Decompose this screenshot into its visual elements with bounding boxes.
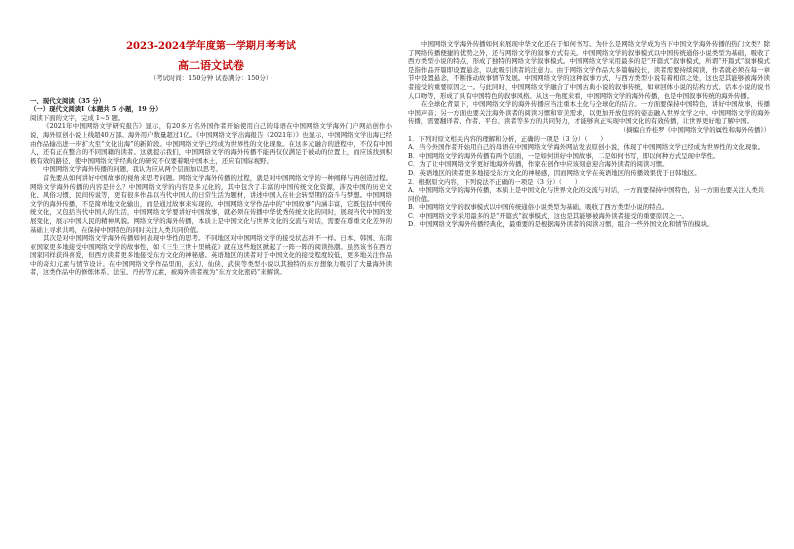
passage-source: （摘编自乔桂罗《中国网络文学的属性和海外传播》） <box>619 125 770 134</box>
passage-paragraph: 中国网络文学海外传播如何来展现中华文化还在于如何书写。为什么是网络文学成为当下中国文学海外传播的热门文类？除了网络传播便捷的优势之外，还与网络文学的叙事方式有关。中国网络文学的叙事模式以中国传统通俗小说类型为基础，吸收了西方类型小说的特点，形成了独特的网络文学叙事模式。中国网络文学采用最多的是“开篇式”叙事模式，所谓“开篇式”叙事模式是指作品开篇即设置悬念，以此吸引读者的注意力。由于网络文学作品大多篇幅较长，读者需要持续阅读，作者就必须在每一章节中设置悬念，不断推动故事情节发展。中国网络文学的这种叙事方式，与西方类型小说有着相似之处，这也是其能够被海外读者接受的重要原因之一。与此同时，中国网络文学融合了中国古典小说的叙事传统，如章回体小说的结构方式、话本小说的说书人口吻等，形成了具有中国特色的叙事风格。从这一角度来看，中国网络文学的海外传播，也是中国叙事传统的海外传播。 <box>408 40 770 100</box>
answer-option-a[interactable]: A．当今外国作者开始用自己的母语在中国网络文学海外网站发表原创小说，体现了中国网络文学已经成为世界性的文化现象。 <box>408 143 765 152</box>
passage-paragraph: 在全球化背景下，中国网络文学的海外传播应当注重本土化与全球化的结合。一方面要保持中国特色，讲好中国故事，传播中国声音；另一方面也要关注海外读者的阅读习惯和审美需求，以更加开放包容的姿态融入世界文学之中。中国网络文学的海外传播，需要翻译者、作者、平台、读者等多方的共同努力，才能够真正实现中国文化的有效传播，让世界更好地了解中国。 <box>408 100 770 126</box>
exam-info: （考试时间：150分钟 试卷满分：150分） <box>149 74 273 82</box>
passage-paragraph: 首先要从如何讲好中国故事的视角来思考问题。网络文学海外传播的过程，就是对中国网络文学的一种阐释与再创造过程。网络文学海外传播的内容是什么？中国网络文学的内容是多元化的，其中包含了丰富的中国传统文化资源，涉及中国的历史文化、风俗习惯、民间传说等，更有很多作品以当代中国人的日常生活为题材，讲述中国人在社会转型期的奋斗与梦想。中国网络文学的海外传播，不是简单地文化输出，而是通过故事来实现的。中国网络文学作品中的“中国故事”内涵丰富，它既包括中国传统文化，又包括当代中国人的生活，中国网络文学要讲好中国故事，就必须在传播中华优秀传统文化的同时，展现当代中国的发展变化，展示中国人民的精神风貌。网络文学的海外传播，本质上是中国文化与世界文化的交流与对话，需要在尊重文化差异的基础上寻求共鸣，在保持中国特色的同时关注人类共同价值。 <box>30 173 392 234</box>
answer-option-c[interactable]: C．中国网络文学采用最多的是“开篇式”叙事模式，这也是其能够被海外读者接受的重要原因之一。 <box>408 211 688 220</box>
question-stem: 2．根据原文内容，下列说法不正确的一项是（3 分）（ ） <box>408 177 582 186</box>
answer-option-a[interactable]: A．中国网络文学的海外传播，本质上是中国文化与世界文化的交流与对话，一方面要保持中国特色，另一方面也要关注人类共同价值。 <box>408 186 765 203</box>
answer-option-d[interactable]: D．英语地区的读者更多地接受东方文化的神秘感，因而网络文学在英语地区的传播效果优于日韩地区。 <box>408 168 701 177</box>
answer-option-b[interactable]: B．中国网络文学的叙事模式以中国传统通俗小说类型为基础，吸收了西方类型小说的特点。 <box>408 203 669 212</box>
exam-title: 2023-2024学年度第一学期月考考试 <box>126 41 296 52</box>
passage-paragraph: 中国网络文学海外传播的问题，我认为应从两个层面加以思考。 <box>43 165 222 174</box>
subsection-heading: （一）现代文阅读Ⅰ（本题共 5 小题，19 分） <box>30 105 162 114</box>
question-stem: 1．下列对原文相关内容的理解和分析，正确的一项是（3 分）（ ） <box>408 134 607 143</box>
passage-paragraph: 《2021年中国网络文学研究报告》显示，有20多万名外国作者开始使用自己的母语在中国网络文学海外门户网站创作小说，海外原创小说上线超40万部。海外用户数量超过1亿。《中国网络文学出海报告（2021年）》也显示，中国网络文学出海已经由作品输出进一步扩大至“文化出海”的新阶段。中国网络文学已经成为世界性的文化现象。在这多元融合的进程中，不仅有中国人，还有正在整合的不同国籍的读者。这就提示我们，中国网络文学的海外传播不能再仅仅满足于被动的位置上，而应该找到积极有效的路径，使中国网络文学经典化的研究不仅要着眼中国本土，还应有国际视野。 <box>30 122 392 165</box>
question-1 <box>408 135 770 178</box>
answer-option-b[interactable]: B．中国网络文学的海外传播有两个层面，一是如何讲好中国故事，二是如何书写，即以何种方式呈现中华性。 <box>408 151 720 160</box>
exam-header <box>30 40 392 83</box>
right-column <box>408 40 770 229</box>
answer-option-d[interactable]: D．中国网络文学海外传播经典化，最重要的是根据海外读者的阅读习惯，组合一些外国文化和情节的模块。 <box>408 220 714 229</box>
passage-paragraph: 其次是对中国网络文学海外传播如何表现中华性的思考。不同地区对中国网络文学的接受状态并不一样。日本、韩国、东南亚国家更多地接受中国网络文学的故事性，如《三生三世十里桃花》就在这些地区掀起了一阵一阵的阅读热潮。虽然该书在西方国家同样获得喜爱，但西方读者更多地接受东方文化的神秘感。英语地区的读者对于中国文化的接受程度较低，更多地关注作品中的奇幻元素与情节设计。在中国网络文学作品里面，玄幻、仙侠、武侠等类型小说以其独特的东方想象力吸引了大量海外读者，这类作品中的修炼体系、法宝、丹药等元素，被海外读者视为“东方文化密码”来解读。 <box>30 234 392 277</box>
section-heading: 一、现代文阅读（35 分） <box>30 96 106 105</box>
exam-subtitle: 高二语文试卷 <box>178 59 244 72</box>
answer-option-c[interactable]: C．为了让中国网络文学更好地海外传播，作家在创作中应该刻意迎合海外读者的阅读习惯。 <box>408 160 669 169</box>
left-column <box>30 40 392 277</box>
question-2 <box>408 178 770 230</box>
reading-instruction: 阅读下面的文字，完成 1~5 题。 <box>30 113 125 122</box>
